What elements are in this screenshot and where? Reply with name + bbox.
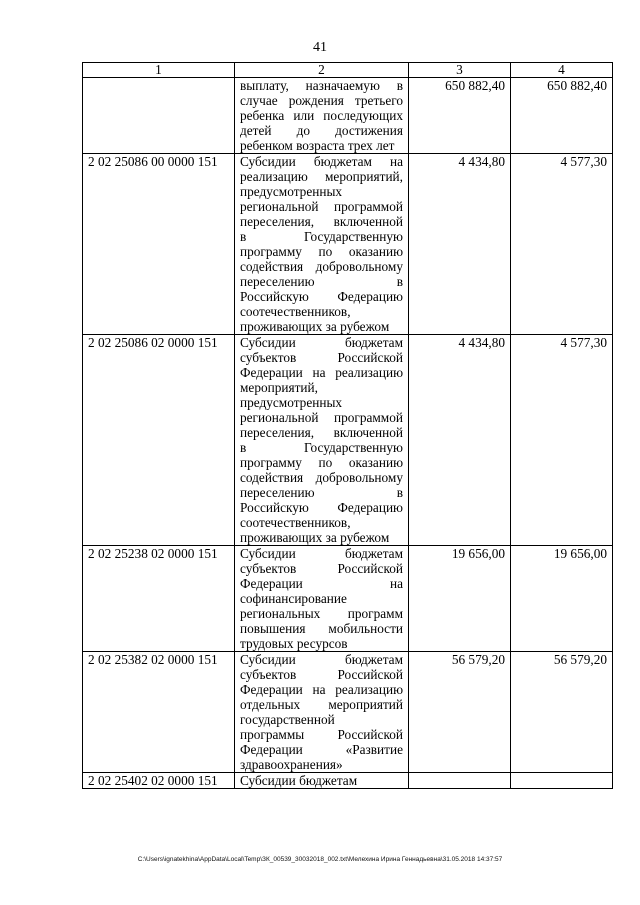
page-number: 41 <box>313 40 327 55</box>
budget-code-cell: 2 02 25086 00 0000 151 <box>83 154 235 335</box>
table-row <box>83 154 613 335</box>
amount-cell-col4: 19 656,00 <box>511 546 613 652</box>
description-line: повышения мобильности <box>240 621 403 636</box>
description-line: здравоохранения» <box>240 757 343 772</box>
amount-cell-col3: 4 434,80 <box>409 335 511 546</box>
description-line: программу по оказанию <box>240 455 403 470</box>
budget-code-cell <box>83 78 235 154</box>
amount-cell-col4: 56 579,20 <box>511 652 613 773</box>
budget-table <box>82 62 613 789</box>
description-line: случае рождения третьего <box>240 93 403 108</box>
description-line: соотечественников, <box>240 515 351 530</box>
table-row <box>83 773 613 789</box>
description-line: реализацию мероприятий, <box>240 169 403 184</box>
budget-code-cell: 2 02 25086 02 0000 151 <box>83 335 235 546</box>
description-line: Федерации на реализацию <box>240 682 403 697</box>
description-line: ребенка или последующих <box>240 108 403 123</box>
description-line: Российскую Федерацию <box>240 500 403 515</box>
amount-cell-col4: 650 882,40 <box>511 78 613 154</box>
description-cell <box>235 154 409 335</box>
amount-cell-col3: 56 579,20 <box>409 652 511 773</box>
description-line: проживающих за рубежом <box>240 530 390 545</box>
description-line: отдельных мероприятий <box>240 697 403 712</box>
description-line: трудовых ресурсов <box>240 636 348 651</box>
description-line: Субсидии бюджетам <box>240 773 358 788</box>
budget-code-cell: 2 02 25382 02 0000 151 <box>83 652 235 773</box>
table-row <box>83 335 613 546</box>
description-line: Федерации на <box>240 576 403 591</box>
description-line: выплату, назначаемую в <box>240 78 403 93</box>
description-line: Субсидии бюджетам на <box>240 154 403 169</box>
description-line: переселению в <box>240 485 403 500</box>
column-header-1: 1 <box>83 63 235 78</box>
budget-code-cell: 2 02 25238 02 0000 151 <box>83 546 235 652</box>
table-row <box>83 546 613 652</box>
description-line: предусмотренных <box>240 395 343 410</box>
description-line: в Государственную <box>240 440 403 455</box>
description-line: софинансирование <box>240 591 347 606</box>
description-line: содействия добровольному <box>240 259 403 274</box>
description-line: Субсидии бюджетам <box>240 652 403 667</box>
description-cell <box>235 335 409 546</box>
table-row <box>83 652 613 773</box>
table-row <box>83 78 613 154</box>
description-line: соотечественников, <box>240 304 351 319</box>
table-body <box>83 78 613 789</box>
description-line: предусмотренных <box>240 184 343 199</box>
description-line: Федерации «Развитие <box>240 742 403 757</box>
description-line: государственной <box>240 712 335 727</box>
description-line: субъектов Российской <box>240 561 403 576</box>
description-line: региональной программой <box>240 410 403 425</box>
amount-cell-col3: 4 434,80 <box>409 154 511 335</box>
description-line: субъектов Российской <box>240 667 403 682</box>
description-line: региональных программ <box>240 606 403 621</box>
description-line: содействия добровольному <box>240 470 403 485</box>
description-line: мероприятий, <box>240 380 318 395</box>
description-line: региональной программой <box>240 199 403 214</box>
amount-cell-col3: 650 882,40 <box>409 78 511 154</box>
description-line: субъектов Российской <box>240 350 403 365</box>
amount-cell-col3 <box>409 773 511 789</box>
amount-cell-col4: 4 577,30 <box>511 154 613 335</box>
description-line: программы Российской <box>240 727 403 742</box>
description-line: проживающих за рубежом <box>240 319 390 334</box>
description-line: Субсидии бюджетам <box>240 335 403 350</box>
amount-cell-col4: 4 577,30 <box>511 335 613 546</box>
amount-cell-col3: 19 656,00 <box>409 546 511 652</box>
budget-code-cell: 2 02 25402 02 0000 151 <box>83 773 235 789</box>
footer-file-path: C:\Users\ignatekhina\AppData\Local\Temp\ЗК_00539_30032018_002.txt\Мелехина Ирина Геннадьевна\31.05.2018 14:37:57 <box>137 856 503 863</box>
column-header-4: 4 <box>511 63 613 78</box>
description-cell <box>235 652 409 773</box>
amount-cell-col4 <box>511 773 613 789</box>
description-line: переселения, включенной <box>240 214 403 229</box>
description-cell <box>235 773 409 789</box>
description-line: ребенком возраста трех лет <box>240 138 395 153</box>
description-cell <box>235 78 409 154</box>
description-line: переселению в <box>240 274 403 289</box>
description-line: детей до достижения <box>240 123 403 138</box>
column-header-2: 2 <box>235 63 409 78</box>
description-line: программу по оказанию <box>240 244 403 259</box>
description-line: Субсидии бюджетам <box>240 546 403 561</box>
table-header-row <box>83 63 613 78</box>
description-line: переселения, включенной <box>240 425 403 440</box>
description-line: Федерации на реализацию <box>240 365 403 380</box>
column-header-3: 3 <box>409 63 511 78</box>
description-line: Российскую Федерацию <box>240 289 403 304</box>
description-line: в Государственную <box>240 229 403 244</box>
description-cell <box>235 546 409 652</box>
